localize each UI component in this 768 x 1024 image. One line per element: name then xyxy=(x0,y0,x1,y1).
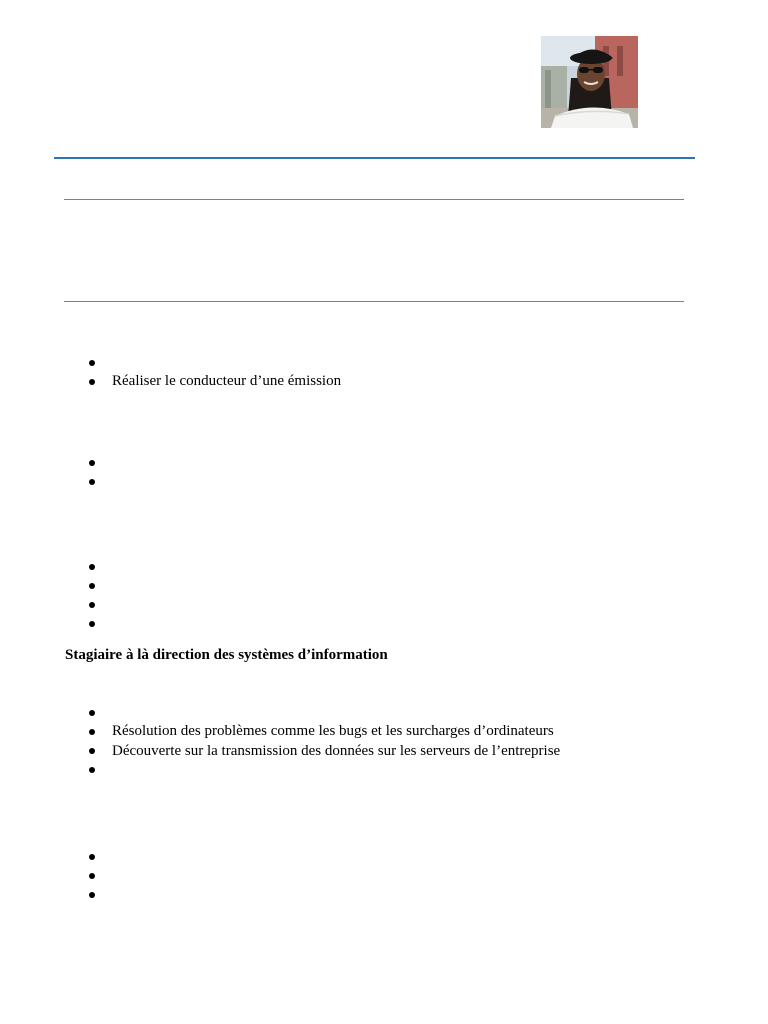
bullet-icon xyxy=(89,748,95,754)
list-item xyxy=(88,472,112,491)
profile-photo xyxy=(541,36,638,128)
bullet-icon xyxy=(89,460,95,466)
bullet-icon xyxy=(89,873,95,879)
section-divider-bottom xyxy=(64,301,684,302)
list-item xyxy=(88,886,112,905)
bullet-icon xyxy=(89,621,95,627)
internship-title: Stagiaire à là direction des systèmes d’information xyxy=(65,647,388,663)
header-divider xyxy=(54,157,695,159)
section-divider-top xyxy=(64,199,684,200)
bullet-icon xyxy=(89,602,95,608)
list-item-text: Réaliser le conducteur d’une émission xyxy=(112,373,342,390)
third-list xyxy=(88,557,112,634)
bullet-icon xyxy=(89,583,95,589)
list-item xyxy=(88,847,112,866)
last-list xyxy=(88,847,112,905)
bullet-icon xyxy=(89,379,95,385)
bullet-icon xyxy=(89,360,95,366)
list-item xyxy=(88,596,112,615)
list-item-text: Résolution des problèmes comme les bugs et les surcharges d’ordinateurs xyxy=(112,723,554,740)
list-item xyxy=(88,722,560,741)
list-item xyxy=(88,353,341,372)
list-item xyxy=(88,866,112,885)
list-item xyxy=(88,615,112,634)
list-item xyxy=(88,761,560,780)
list-item xyxy=(88,703,560,722)
list-item xyxy=(88,557,112,576)
profile-photo-image xyxy=(541,36,638,128)
bullet-icon xyxy=(89,479,95,485)
list-item xyxy=(88,576,112,595)
list-item-text: Découverte sur la transmission des données sur les serveurs de l’entreprise xyxy=(112,742,561,759)
second-list xyxy=(88,453,112,492)
bullet-icon xyxy=(89,564,95,570)
bullet-icon xyxy=(89,767,95,773)
list-item xyxy=(88,372,341,391)
skills-list xyxy=(88,353,341,392)
internship-list xyxy=(88,703,560,780)
bullet-icon xyxy=(89,710,95,716)
bullet-icon xyxy=(89,892,95,898)
list-item xyxy=(88,742,560,761)
bullet-icon xyxy=(89,729,95,735)
bullet-icon xyxy=(89,854,95,860)
list-item xyxy=(88,453,112,472)
